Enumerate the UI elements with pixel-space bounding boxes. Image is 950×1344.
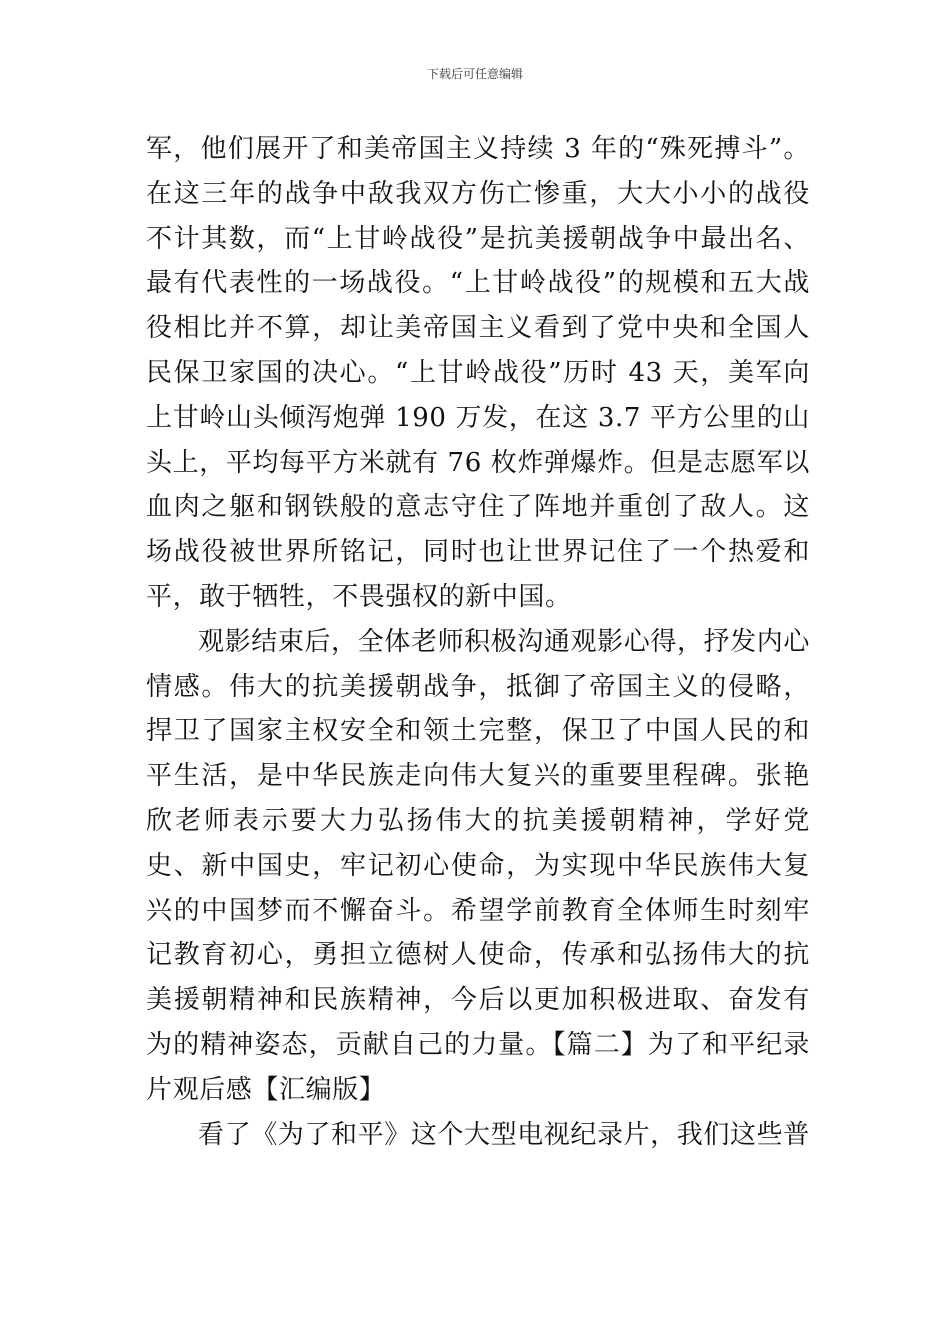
page-header: 下载后可任意编辑 — [426, 67, 523, 81]
document-body — [146, 127, 810, 1157]
paragraph-2: 观影结束后，全体老师积极沟通观影心得，抒发内心情感。伟大的抗美援朝战争，抵御了帝国主义的侵略，捍卫了国家主权安全和领土完整，保卫了中国人民的和平生活，是中华民族走向伟大复兴的重要里程碑。张艳欣老师表示要大力弘扬伟大的抗美援朝精神，学好党史、新中国史，牢记初心使命，为实现中华民族伟大复兴的中国梦而不懈奋斗。希望学前教育全体师生时刻牢记教育初心，勇担立德树人使命，传承和弘扬伟大的抗美援朝精神和民族精神，今后以更加积极进取、奋发有为的精神姿态，贡献自己的力量。【篇二】为了和平纪录片观后感【汇编版】 — [146, 626, 810, 1105]
paragraph-3: 看了《为了和平》这个大型电视纪录片，我们这些普 — [198, 1119, 810, 1150]
paragraph-1: 军，他们展开了和美帝国主义持续 3 年的“殊死搏斗”。在这三年的战争中敌我双方伤亡惨重，大大小小的战役不计其数，而“上甘岭战役”是抗美援朝战争中最出名、最有代表性的一场战役。“上甘岭战役”的规模和五大战役相比并不算，却让美帝国主义看到了党中央和全国人民保卫家国的决心。“上甘岭战役”历时 43 天，美军向上甘岭山头倾泻炮弹 190 万发，在这 3.7 平方公里的山头上，平均每平方米就有 76 枚炸弹爆炸。但是志愿军以血肉之躯和钢铁般的意志守住了阵地并重创了敌人。这场战役被世界所铭记，同时也让世界记住了一个热爱和平，敢于牺牲，不畏强权的新中国。 — [146, 134, 810, 612]
